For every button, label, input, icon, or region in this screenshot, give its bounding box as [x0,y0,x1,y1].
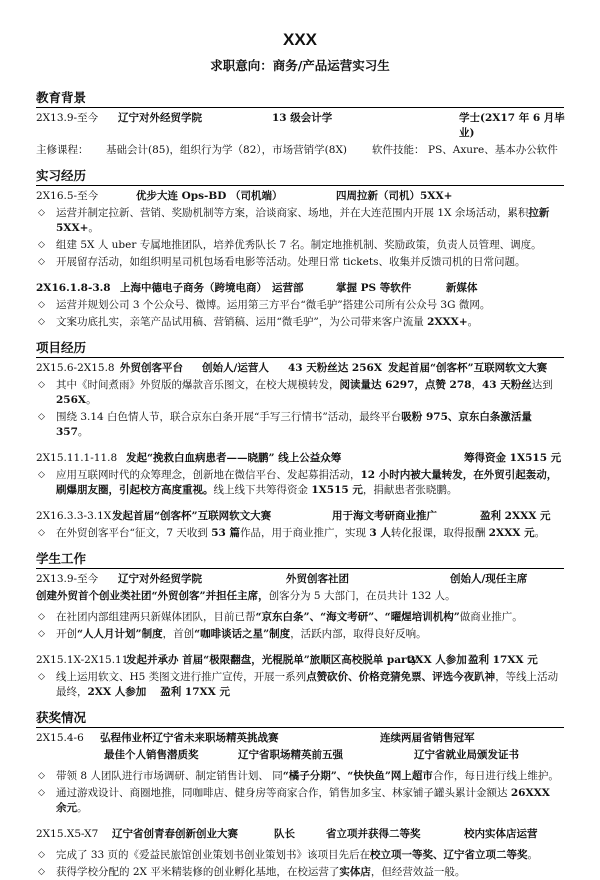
education-row [36,111,564,126]
diamond-outline-icon: ◇ [38,208,45,218]
award-row-1 [36,731,564,746]
project3-row [36,509,564,524]
student-work-row [36,572,564,587]
diamond-outline-icon: ◇ [38,257,45,267]
courses-label: 主修课程： [36,144,89,156]
project1-bullet: ◇ 围绕 3.14 白色情人节，联合京东白条开展“手写三行情书”活动，最终平台吸粉 975、京东白条激活量 357。 [38,411,532,438]
project1-role: 创始人/运营人 [202,362,269,374]
skills-label: 软件技能： [372,144,425,156]
diamond-outline-icon: ◇ [38,867,45,877]
education-major: 13 级会计学 [272,112,333,124]
job1-row [36,189,564,204]
project3-name: 发起首届“创客杯”互联网软文大赛 [112,510,272,522]
award-store: 校内实体店运营 [464,828,538,840]
award-captain: 队长 [274,828,295,840]
project2-date: 2X15.11.1-11.8 [36,452,118,464]
resume-page [36,0,564,880]
project3-purpose: 用于海文考研商业推广 [332,510,437,522]
education-degree-cont: 业) [459,127,475,139]
diamond-outline-icon: ◇ [38,412,45,422]
job1-role: 四周拉新（司机）5XX+ [336,190,453,202]
project1-name: 外贸创客平台 [120,362,183,374]
section-education-title: 教育背景 [36,88,564,108]
award-date-1: 2X15.4-6 [36,732,84,744]
job1-date: 2X16.5-至今 [36,190,99,202]
diamond-outline-icon: ◇ [38,672,45,682]
diamond-outline-icon: ◇ [38,470,45,480]
job2-date: 2X16.1.8-3.8 [36,282,111,294]
job1-bullet: ◇ 开展留存活动，如组织明星司机包场看电影等活动。处理日常 tickets、收集并反馈司机的日常问题。 [38,256,526,268]
job2-company: 上海中德电子商务（跨境电商） [120,282,267,294]
diamond-outline-icon: ◇ [38,380,45,390]
student-work-bullet: ◇ 开创“人人月计划”制度，首创“咖啡谈话之星”制度，活跃内部，取得良好反响。 [38,628,427,640]
award-row-2 [36,748,564,763]
party-people: 2XX 人参加 [408,654,467,666]
job2-dept: 运营部 [272,282,304,294]
job1-company: 优步大连 Ops-BD （司机端） [136,190,283,202]
project3-profit: 盈利 2XXX 元 [480,510,551,522]
student-work-desc: 创建外贸首个创业类社团“外贸创客”并担任主席，创客分为 5 大部门，在员共计 132 人。 [36,590,456,602]
project1-event: 发起首届“创客杯”互联网软文大赛 [388,362,548,374]
party-bullet: ◇ 线上运用软文、H5 类图文进行推广宣传，开展一系列点赞砍价、价格竞猜免票、评选今夜趴神，等线上活动 最终，2XX 人参加 盈利 17XX 元 [38,671,559,698]
award-bullet: ◇ 带领 8 人团队进行市场调研、制定销售计划、 同“橘子分期”、“快快鱼”网上超市合作，每日进行线上维护。 [38,770,559,782]
section-awards-title: 获奖情况 [36,708,564,728]
skills-value: PS、Axure、基本办公软件 [428,144,558,156]
award-sales-champion: 连续两届省销售冠军 [380,732,475,744]
project2-amount: 筹得资金 1X515 元 [464,452,562,464]
award-row-3 [36,827,564,842]
section-projects-title: 项目经历 [36,338,564,358]
section-internship-title: 实习经历 [36,166,564,186]
student-work-bullet: ◇ 在社团内部组建两只新媒体团队，目前已帮“京东白条”、“海文考研”、“曜煋培训机构”做商业推广。 [38,611,523,623]
award-bullet: ◇ 完成了 33 页的《爱益民旅馆创业策划书创业策划书》该项目先后在校立项一等奖、辽宁省立项二等奖。 [38,849,539,861]
education-degree: 学士(2X17 年 6 月毕 [459,112,565,124]
award-bullet: ◇ 获得学校分配的 2X 平米精装修的创业孵化基地，在校运营了实体店，但经营效益一般。 [38,866,466,878]
education-date: 2X13.9-至今 [36,112,99,124]
diamond-outline-icon: ◇ [38,317,45,327]
job1-bullet: ◇ 组建 5X 人 uber 专属地推团队，培养优秀队长 7 名。制定地推机制、奖励政策，负责人员管理、调度。 [38,239,542,251]
award-second-prize: 省立项并获得二等奖 [326,828,421,840]
project1-row [36,361,564,376]
student-work-club: 外贸创客社团 [286,573,349,585]
courses-row [36,143,564,158]
diamond-outline-icon: ◇ [38,788,45,798]
project2-bullet: ◇ 应用互联网时代的众筹理念，创新地在微信平台、发起募捐活动，12 小时内被大量转发，在外贸引起轰动， 刷爆朋友圈，引起校方高度重视。线上线下共筹得资金 1X515 元，捐献患者张晓鹏。 [38,469,558,496]
project3-date: 2X16.3.3-3.1X [36,510,112,522]
project1-date: 2X15.6-2X15.8 [36,362,115,374]
job2-row [36,281,564,296]
award-competition: 弘程伟业杯辽宁省未来职场精英挑战赛 [100,732,279,744]
job2-area: 新媒体 [446,282,478,294]
project2-row [36,451,564,466]
diamond-outline-icon: ◇ [38,528,45,538]
diamond-outline-icon: ◇ [38,612,45,622]
student-work-date: 2X13.9-至今 [36,573,99,585]
party-row [36,653,564,668]
job2-bullet: ◇ 运营并规划公司 3 个公众号、微博。运用第三方平台“微毛驴”搭建公司所有公众号 3G 微网。 [38,299,491,311]
award-innovation-contest: 辽宁省创青春创新创业大赛 [112,828,238,840]
job2-skill: 掌握 PS 等软件 [336,282,412,294]
party-profit: 盈利 17XX 元 [468,654,538,666]
award-top-five: 辽宁省职场精英前五强 [238,749,343,761]
award-date-2: 2X15.X5-X7 [36,828,99,840]
diamond-outline-icon: ◇ [38,629,45,639]
diamond-outline-icon: ◇ [38,771,45,781]
section-student-work-title: 学生工作 [36,549,564,569]
award-certificate: 辽宁省就业局颁发证书 [414,749,519,761]
job1-bullet: ◇ 运营并制定拉新、营销、奖励机制等方案，洽谈商家、场地，并在大连范围内开展 1X 余场活动，累积拉新 5XX+。 [38,207,550,234]
job-intent: 求职意向：商务/产品运营实习生 [210,58,390,73]
party-date: 2X15.1X-2X15.11 [36,654,129,666]
project1-bullet: ◇ 其中《时间煮雨》外贸版的爆款音乐图文，在校大规模转发，阅读量达 6297，点赞 278，43 天粉丝达到 256X。 [38,379,553,406]
award-best-potential: 最佳个人销售潜质奖 [104,749,199,761]
project3-bullet: ◇ 在外贸创客平台“征文，7 天收到 53 篇作品，用于商业推广，实现 3 人转化报课，取得报酬 2XXX 元。 [38,527,546,539]
diamond-outline-icon: ◇ [38,300,45,310]
award-bullet: ◇ 通过游戏设计、商圈地推，同咖啡店、健身房等商家合作，销售加多宝、林家铺子罐头累计金额达 26XXX 余元。 [38,787,550,814]
diamond-outline-icon: ◇ [38,240,45,250]
project1-stat: 43 天粉丝达 256X [288,362,382,374]
project2-name: 发起“挽救白血病患者——晓鹏” 线上公益众筹 [126,452,342,464]
diamond-outline-icon: ◇ [38,850,45,860]
courses-value: 基础会计(85)，组织行为学（82），市场营销学(8X) [106,144,348,156]
education-school: 辽宁对外经贸学院 [118,112,202,124]
job2-bullet: ◇ 文案功底扎实，亲笔产品试用稿、营销稿、运用“微毛驴”，为公司带来客户流量 2XXX+。 [38,316,479,328]
party-name: 发起并承办 首届“极限翻盘，光棍脱单”旅顺区高校脱单 party [126,654,418,666]
student-work-school: 辽宁对外经贸学院 [118,573,202,585]
student-work-role: 创始人/现任主席 [450,573,528,585]
candidate-name: XXX [282,30,318,49]
